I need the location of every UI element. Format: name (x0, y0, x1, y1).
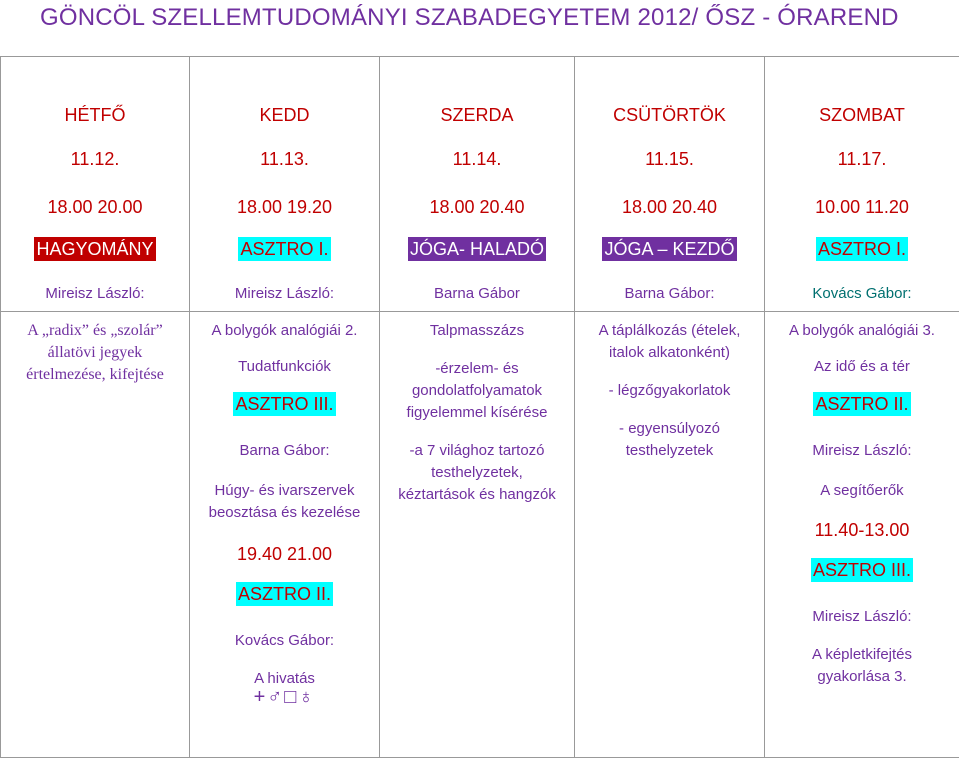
desc-line: kéztartások és hangzók (398, 486, 556, 503)
teacher-name: Mireisz László: (812, 608, 912, 625)
desc-line: testhelyzetek, (431, 464, 523, 481)
desc-line: italok alkatonként) (609, 344, 730, 361)
desc-line: Az idő és a tér (814, 358, 910, 375)
day-date: 11.15. (645, 149, 694, 169)
day-column-thursday (575, 57, 765, 312)
desc-line: figyelemmel kísérése (406, 404, 548, 421)
desc-line: beosztása és kezelése (208, 504, 361, 521)
desc-line: Talpmasszázs (429, 322, 525, 339)
teacher-name: Mireisz László: (812, 442, 912, 459)
desc-line: A bolygók analógiái 3. (789, 322, 935, 339)
day-date: 11.12. (70, 149, 120, 169)
course-badge: ASZTRO II. (815, 394, 909, 414)
desc-line: gondolatfolyamatok (411, 382, 543, 399)
course-badge: ASZTRO III. (235, 394, 334, 414)
schedule-content-row (1, 312, 959, 758)
class-time: 19.40 21.00 (236, 544, 333, 564)
day-column-tuesday (190, 57, 380, 312)
desc-line: Húgy- és ivarszervek (214, 482, 355, 499)
desc-line: állatövi jegyek (47, 344, 143, 361)
desc-line: A segítőerők (820, 482, 904, 499)
desc-line: gyakorlása 3. (817, 668, 907, 685)
day-date: 11.13. (260, 149, 309, 169)
class-time: 10.00 11.20 (815, 197, 909, 217)
course-badge: JÓGA – KEZDŐ (604, 239, 735, 259)
course-badge: ASZTRO I. (817, 239, 906, 259)
day-column-saturday (765, 57, 959, 312)
teacher-name: Barna Gábor: (624, 285, 715, 302)
teacher-name: Barna Gábor (434, 285, 520, 302)
teacher-name: Kovács Gábor: (812, 285, 912, 302)
content-wednesday (380, 312, 575, 758)
day-column-monday (1, 57, 190, 312)
teacher-name: Mireisz László: (45, 285, 145, 302)
course-badge: ASZTRO II. (237, 584, 331, 604)
day-date: 11.14. (452, 149, 502, 169)
desc-line: A táplálkozás (ételek, (598, 322, 741, 339)
class-time: 18.00 19.20 (236, 197, 333, 217)
course-badge: HAGYOMÁNY (36, 239, 154, 259)
day-name: HÉTFŐ (64, 105, 126, 125)
day-name: KEDD (259, 105, 310, 125)
desc-line: - egyensúlyozó (619, 420, 720, 437)
content-tuesday (190, 312, 380, 758)
day-name: CSÜTÖRTÖK (613, 105, 726, 125)
day-column-wednesday (380, 57, 575, 312)
page-title: GÖNCÖL SZELLEMTUDOMÁNYI SZABADEGYETEM 2012/ ŐSZ - ÓRAREND (40, 4, 899, 31)
teacher-name: Kovács Gábor: (234, 632, 335, 649)
course-badge: ASZTRO III. (812, 560, 911, 580)
content-saturday (765, 312, 959, 758)
day-name: SZOMBAT (819, 105, 905, 125)
desc-line: A bolygók analógiái 2. (211, 322, 358, 339)
teacher-name: Mireisz László: (234, 285, 335, 302)
desc-line: A hivatás (254, 670, 315, 687)
desc-line: testhelyzetek (625, 442, 714, 459)
teacher-name: Barna Gábor: (239, 442, 330, 459)
desc-line: A „radix” és „szolár” (27, 322, 163, 339)
desc-line: értelmezése, kifejtése (26, 366, 164, 383)
desc-line: A képletkifejtés (811, 646, 913, 663)
schedule-header-row (1, 57, 959, 312)
desc-line: -érzelem- és (435, 360, 519, 377)
desc-line: Tudatfunkciók (238, 358, 331, 375)
astrology-symbols: +♂□♁ (253, 686, 316, 708)
desc-line: - légzőgyakorlatok (608, 382, 731, 399)
day-date: 11.17. (837, 149, 887, 169)
desc-line: -a 7 világhoz tartozó (409, 442, 545, 459)
class-time: 18.00 20.40 (621, 197, 718, 217)
day-name: SZERDA (440, 105, 514, 125)
class-time: 18.00 20.00 (47, 197, 143, 217)
content-monday (1, 312, 190, 758)
schedule-table (0, 56, 959, 758)
class-time: 11.40-13.00 (814, 520, 910, 540)
content-thursday (575, 312, 765, 758)
course-badge: ASZTRO I. (240, 239, 329, 259)
class-time: 18.00 20.40 (429, 197, 525, 217)
course-badge: JÓGA- HALADÓ (409, 239, 545, 259)
